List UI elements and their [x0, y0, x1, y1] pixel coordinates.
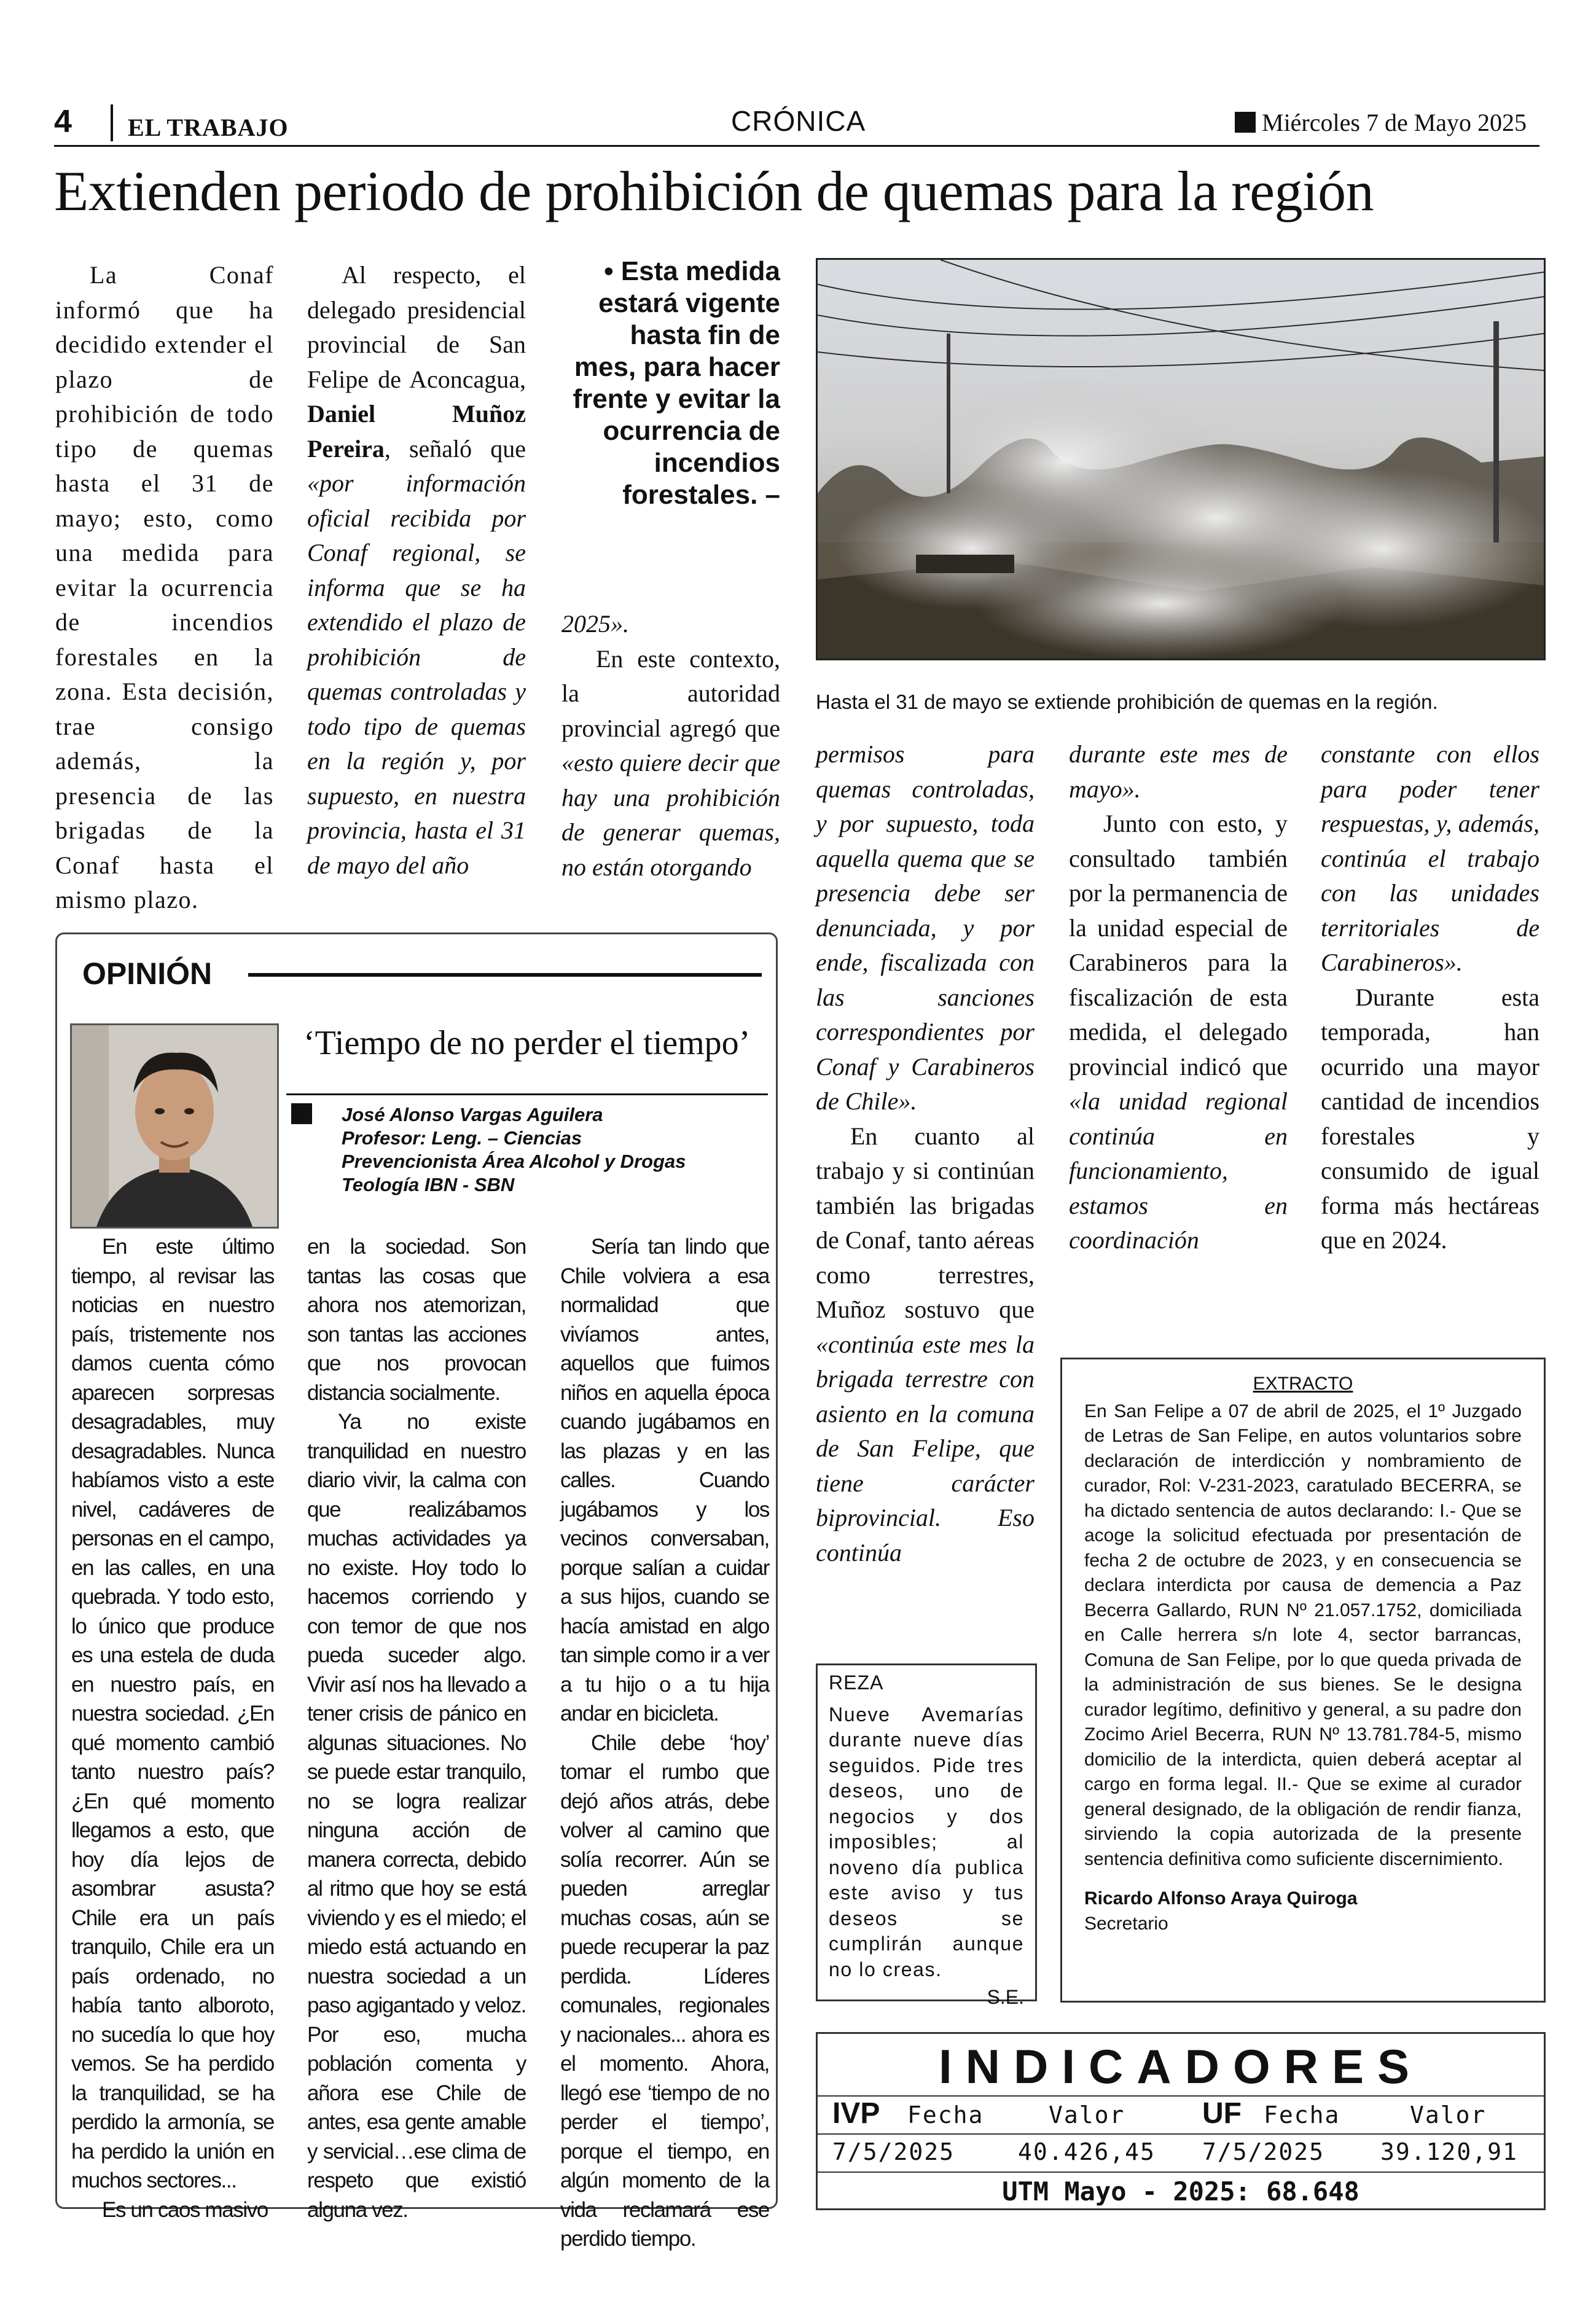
uf-fecha-value: 7/5/2025 — [1202, 2138, 1325, 2165]
indicators-rule — [818, 2095, 1544, 2097]
article-paragraph: En cuanto al trabajo y si continúan también las brigadas de Conaf, tanto aéreas como terrestres, Muñoz sostuvo que «continúa este mes la brigada terrestre con asiento en la comuna de San Felipe, que tiene carácter biprovincial. Eso continúa — [816, 1122, 1035, 1566]
indicators-box — [816, 2032, 1546, 2210]
reza-notice — [816, 1663, 1037, 2008]
indicators-title: INDICADORES — [938, 2039, 1423, 2093]
author-line: José Alonso Vargas Aguilera — [342, 1104, 603, 1125]
article-paragraph: En este contexto, la autoridad provincial agregó que «esto quiere decir que hay una prohibición de generar quemas, no están otorgando — [561, 644, 780, 881]
author-marker-square — [291, 1103, 312, 1124]
uf-fecha-label: Fecha — [1264, 2101, 1340, 2128]
issue-date: Miércoles 7 de Mayo 2025 — [1262, 109, 1527, 136]
reza-signature: S.E. — [987, 1986, 1024, 2008]
opinion-article-title: ‘Tiempo de no perder el tiempo’ — [303, 1024, 751, 1062]
article-paragraph: Al respecto, el delegado presidencial provincial de San Felipe de Aconcagua, Daniel Muñoz Pereira, señaló que «por información oficial recibida por Conaf regional, se informa que se ha extendido el plazo de prohibición de quemas controladas y todo tipo de quemas en la región y, por supuesto, en nuestra provincia, hasta el 31 de mayo del año — [307, 261, 526, 879]
extract-title: EXTRACTO — [1253, 1374, 1353, 1394]
uf-valor-label: Valor — [1410, 2101, 1487, 2128]
date-marker-square — [1235, 112, 1256, 133]
opinion-column-2 — [307, 1232, 526, 2224]
ivp-valor-label: Valor — [1049, 2101, 1125, 2128]
author-photo — [70, 1023, 279, 1229]
author-line: Teología IBN - SBN — [342, 1174, 515, 1195]
opinion-paragraph: Chile debe ‘hoy’ tomar el rumbo que dejó años atrás, debe volver al camino que solía recorrer. Aún se pueden arreglar muchas cosas, aún se puede recuperar la paz perdida. Líderes comunales, regionales y nacionales... ahora es el momento. Ahora, llegó ese ‘tiempo de no perder el tiempo’, porque el tiempo, en algún momento de la vida reclamará ese perdido tiempo. — [560, 1730, 769, 2251]
indicators-rule — [818, 2133, 1544, 2135]
article-paragraph: durante este mes de mayo». — [1069, 740, 1288, 803]
ivp-fecha-label: Fecha — [907, 2101, 984, 2128]
article-column-3 — [561, 607, 780, 885]
extract-signer-role: Secretario — [1084, 1913, 1168, 1934]
article-paragraph: constante con ellos para poder tener respuestas, y, además, continúa el trabajo con las unidades territoriales de Carabineros». — [1321, 740, 1539, 976]
page-number: 4 — [54, 104, 72, 139]
header-divider — [111, 104, 113, 141]
uf-valor-value: 39.120,91 — [1380, 2138, 1518, 2165]
extract-text: En San Felipe a 07 de abril de 2025, el 1º Juzgado de Letras de San Felipe, en autos voluntarios sobre declaración de interdicción y nombramiento de curador, Rol: V-231-2023, caratulado BECERRA, se ha dictado sentencia de autos declarando: I.- Que se acoge la solicitud efectuada por presentación de fecha 2 de octubre de 2023, y en consecuencia se declara interdicta por causa de demencia a Paz Becerra Gallardo, RUN Nº 21.057.1752, domiciliada en Calle herrera s/n lote 4, sector barrancas, Comuna de San Felipe, por lo que queda privada de la administración de sus bienes. Se le designa curador legítimo, definitivo y general, a su padre don Zocimo Ariel Becerra, RUN Nº 13.781.784-5, mismo domicilio de la interdicta, quien deberá aceptar al cargo en forma legal. II.- Que se exime al curador general designado, de la obligación de rendir fianza, sirviendo la copia autorizada de la presente sentencia definitiva como suficiente discernimiento. — [1084, 1401, 1522, 1869]
opinion-paragraph: en la sociedad. Son tantas las cosas que ahora nos atemorizan, son tantas las acciones que nos provocan distancia socialmente. — [307, 1235, 526, 1405]
article-column-6 — [1321, 737, 1539, 1258]
ivp-fecha-value: 7/5/2025 — [832, 2138, 955, 2165]
delegate-name: Daniel Muñoz Pereira — [307, 400, 526, 463]
article-column-4 — [816, 737, 1035, 1570]
article-column-5 — [1069, 737, 1288, 1258]
author-line: Prevencionista Área Alcohol y Drogas — [342, 1151, 686, 1172]
article-paragraph: permisos para quemas controladas, y por supuesto, toda aquella quema que se presencia debe ser denunciada, y por ende, fiscalizada con las sanciones correspondientes por Conaf y Carabineros de Chile». — [816, 740, 1035, 1115]
opinion-section-label: OPINIÓN — [82, 956, 213, 991]
section-name: CRÓNICA — [731, 105, 866, 137]
opinion-column-3 — [560, 1232, 769, 2254]
opinion-paragraph: Ya no existe tranquilidad en nuestro diario vivir, la calma con que realizábamos muchas actividades ya no existe. Hoy todo lo hacemos corriendo y con temor de que nos pueda suceder algo. Vivir así nos ha llevado a tener crisis de pánico en algunas situaciones. No se puede estar tranquilo, no se logra realizar ninguna acción de manera correcta, debido al ritmo que hoy se está viviendo y es el miedo; el miedo está actuando en nuestra sociedad a un paso agigantado y veloz. Por eso, mucha población comenta y añora ese Chile de antes, esa gente amable y servicial…ese clima de respeto que existió alguna vez. — [307, 1410, 526, 2222]
pull-quote: • Esta medida estará vigente hasta fin de mes, para hacer frente y evitar la ocurrencia de incendios forestales. – — [573, 256, 780, 510]
uf-label: UF — [1202, 2097, 1242, 2130]
article-paragraph: 2025». — [561, 610, 629, 638]
article-paragraph: Durante esta temporada, han ocurrido una mayor cantidad de incendios forestales y consumido de igual forma más hectáreas que en 2024. — [1321, 983, 1539, 1254]
opinion-paragraph: Sería tan lindo que Chile volviera a esa normalidad que vivíamos antes, aquellos que fuimos niños en aquella época cuando jugábamos en las plazas y en las calles. Cuando jugábamos y los vecinos conversaban, porque salían a cuidar a sus hijos, cuando se hacía amistad en algo tan simple como ir a ver a tu hijo o a tu hija andar en bicicleta. — [560, 1235, 769, 1726]
indicators-rule — [818, 2172, 1544, 2173]
publication-name: EL TRABAJO — [128, 114, 289, 141]
article-paragraph: Junto con esto, y consultado también por la permanencia de la unidad especial de Carabineros para la fiscalización de esta medida, el delegado provincial indicó que «la unidad regional continúa en funcionamiento, estamos en coordinación — [1069, 810, 1288, 1254]
opinion-column-1 — [71, 1232, 274, 2224]
photo-caption: Hasta el 31 de mayo se extiende prohibición de quemas en la región. — [816, 690, 1438, 713]
opinion-author-rule — [286, 1093, 768, 1095]
reza-text: Nueve Avemarías durante nueve días seguidos. Pide tres deseos, uno de negocios y dos imposibles; al noveno día publica este aviso y tus deseos se cumplirán aunque no lo creas. — [829, 1703, 1024, 1980]
article-column-1 — [55, 258, 274, 918]
wildfire-smoke-photo — [816, 258, 1546, 660]
opinion-paragraph: Es un caos masivo — [102, 2197, 268, 2222]
author-line: Profesor: Leng. – Ciencias — [342, 1127, 582, 1149]
reza-title: REZA — [829, 1671, 884, 1694]
legal-extract — [1060, 1358, 1546, 2003]
opinion-author — [342, 1103, 747, 1197]
extract-signer-name: Ricardo Alfonso Araya Quiroga — [1084, 1888, 1358, 1909]
opinion-paragraph: En este último tiempo, al revisar las noticias en nuestro país, tristemente nos damos cuenta cómo aparecen sorpresas desagradables, muy desagradables. Nunca habíamos visto a este nivel, cadáveres de personas en el campo, en las calles, en una quebrada. Y todo esto, lo único que produce es una estela de duda en nuestro país, en nuestra sociedad. ¿En qué momento cambió tanto nuestro país? ¿En qué momento llegamos a esto, que hoy día lejos de asombrar asusta? Chile era un país tranquilo, Chile era un país ordenado, no había tanto alboroto, no sucedía lo que hoy vemos. Se ha perdido la tranquilidad, se ha perdido la armonía, se ha perdido la unión en muchos sectores... — [71, 1235, 274, 2192]
opinion-title-rule — [248, 973, 762, 977]
headline: Extienden periodo de prohibición de quemas para la región — [54, 160, 1374, 222]
ivp-label: IVP — [832, 2097, 880, 2130]
utm-value: UTM Mayo - 2025: 68.648 — [1002, 2176, 1359, 2207]
article-column-2 — [307, 258, 526, 883]
article-paragraph: La Conaf informó que ha decidido extender el plazo de prohibición de todo tipo de quemas hasta el 31 de mayo; esto, como una medida para evitar la ocurrencia de incendios forestales en la zona. Esta decisión, trae consigo además, la presencia de las brigadas de la Conaf hasta el mismo plazo. — [55, 261, 274, 913]
header-rule — [54, 145, 1539, 147]
ivp-valor-value: 40.426,45 — [1018, 2138, 1156, 2165]
